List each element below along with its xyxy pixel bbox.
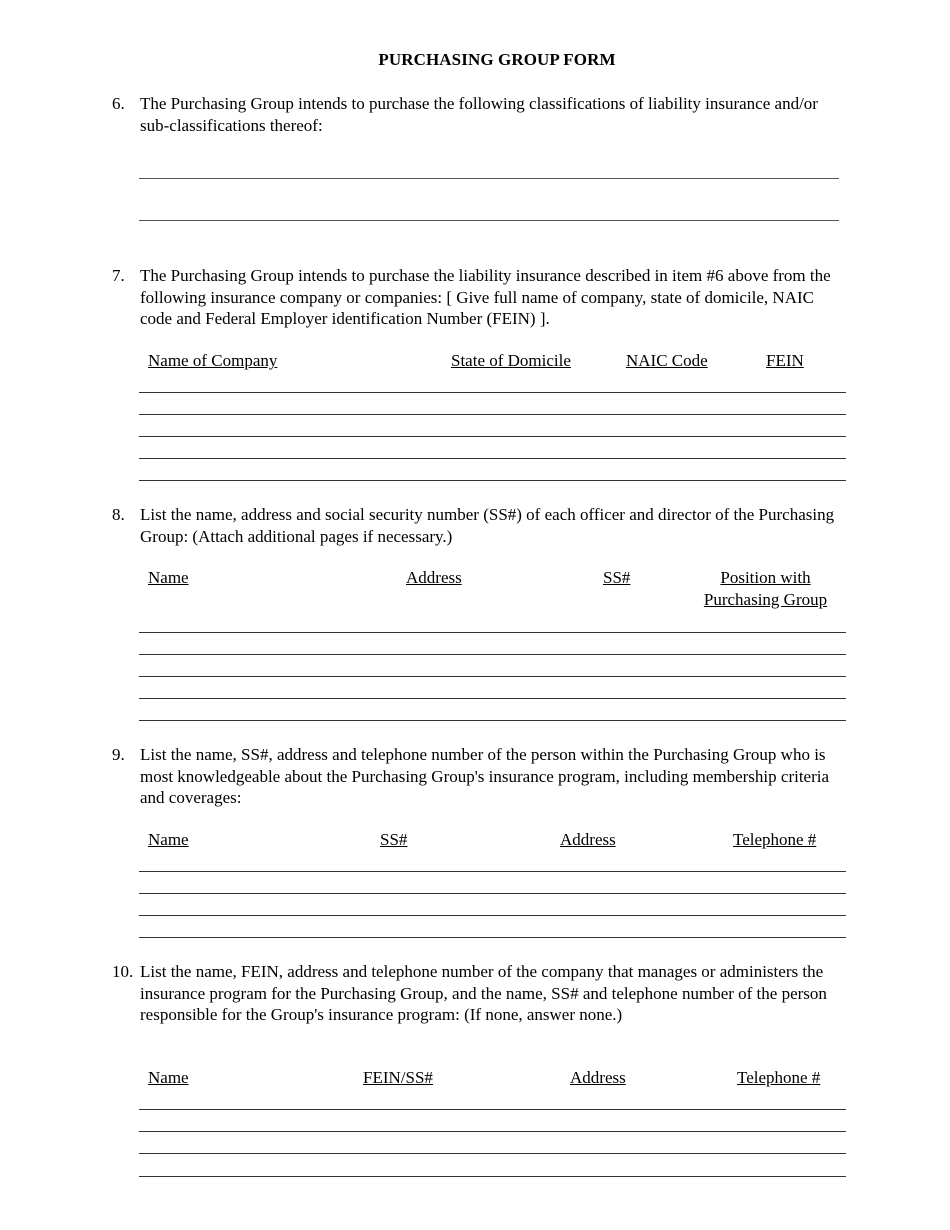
item-9-number: 9. — [112, 745, 125, 764]
item-10-answer-line[interactable] — [139, 1176, 846, 1177]
column-header-name: Name — [148, 1068, 189, 1087]
item-10-number: 10. — [112, 962, 134, 981]
column-header-state-of-domicile: State of Domicile — [451, 351, 571, 370]
item-10-answer-line[interactable] — [139, 1131, 846, 1132]
column-header-name-of-company: Name of Company — [148, 351, 278, 370]
column-header-fein: FEIN — [766, 351, 804, 370]
item-8-answer-line[interactable] — [139, 698, 846, 699]
column-header-ss: SS# — [380, 830, 408, 849]
item-7-answer-line[interactable] — [139, 392, 846, 393]
item-9-answer-line[interactable] — [139, 893, 846, 894]
column-header-naic-code: NAIC Code — [626, 351, 708, 370]
column-header-ss: SS# — [603, 568, 631, 587]
item-8-text: List the name, address and social security number (SS#) of each officer and director of the Purchasing Group: (Attach additional pages if necessary.) — [140, 505, 835, 546]
item-8-answer-line[interactable] — [139, 632, 846, 633]
item-9-text: List the name, SS#, address and telephone number of the person within the Purchasing Group who is most knowledgeable about the Purchasing Group's insurance program, including membership criteria and coverages: — [140, 745, 830, 807]
column-header-telephone: Telephone # — [737, 1068, 821, 1087]
column-header-address: Address — [560, 830, 616, 849]
item-7-answer-line[interactable] — [139, 458, 846, 459]
item-8-number: 8. — [112, 505, 125, 524]
item-7-text: The Purchasing Group intends to purchase the liability insurance described in item #6 above from the following insurance company or companies: [ Give full name of company, state of domicile, NAIC code and Federal Employer identification Number (FEIN) ]. — [140, 266, 831, 328]
column-header-address: Address — [570, 1068, 626, 1087]
item-9-answer-line[interactable] — [139, 871, 846, 872]
item-8-answer-line[interactable] — [139, 720, 846, 721]
item-9-answer-line[interactable] — [139, 937, 846, 938]
column-header-fein-ss: FEIN/SS# — [363, 1068, 433, 1087]
item-7-answer-line[interactable] — [139, 436, 846, 437]
column-header-address: Address — [406, 568, 462, 587]
column-header-name: Name — [148, 568, 189, 587]
item-6-answer-line[interactable] — [139, 220, 839, 221]
item-10-text: List the name, FEIN, address and telephone number of the company that manages or administers the insurance program for the Purchasing Group, and the name, SS# and telephone number of the person responsible for the Group's insurance program: (If none, answer none.) — [140, 962, 827, 1024]
item-7-answer-line[interactable] — [139, 480, 846, 481]
page-title: PURCHASING GROUP FORM — [378, 50, 616, 69]
item-7-number: 7. — [112, 266, 125, 285]
column-header-position: Position with — [720, 568, 811, 587]
column-header-position-line2: Purchasing Group — [703, 590, 828, 609]
item-6-text: The Purchasing Group intends to purchase the following classifications of liability insurance and/or sub-classifications thereof: — [140, 94, 818, 135]
item-9-answer-line[interactable] — [139, 915, 846, 916]
item-7-answer-line[interactable] — [139, 414, 846, 415]
item-6-answer-line[interactable] — [139, 178, 839, 179]
item-10-answer-line[interactable] — [139, 1153, 846, 1154]
column-header-name: Name — [148, 830, 189, 849]
item-10-answer-line[interactable] — [139, 1109, 846, 1110]
item-8-answer-line[interactable] — [139, 676, 846, 677]
item-6-number: 6. — [112, 94, 125, 113]
item-8-answer-line[interactable] — [139, 654, 846, 655]
column-header-telephone: Telephone # — [733, 830, 817, 849]
